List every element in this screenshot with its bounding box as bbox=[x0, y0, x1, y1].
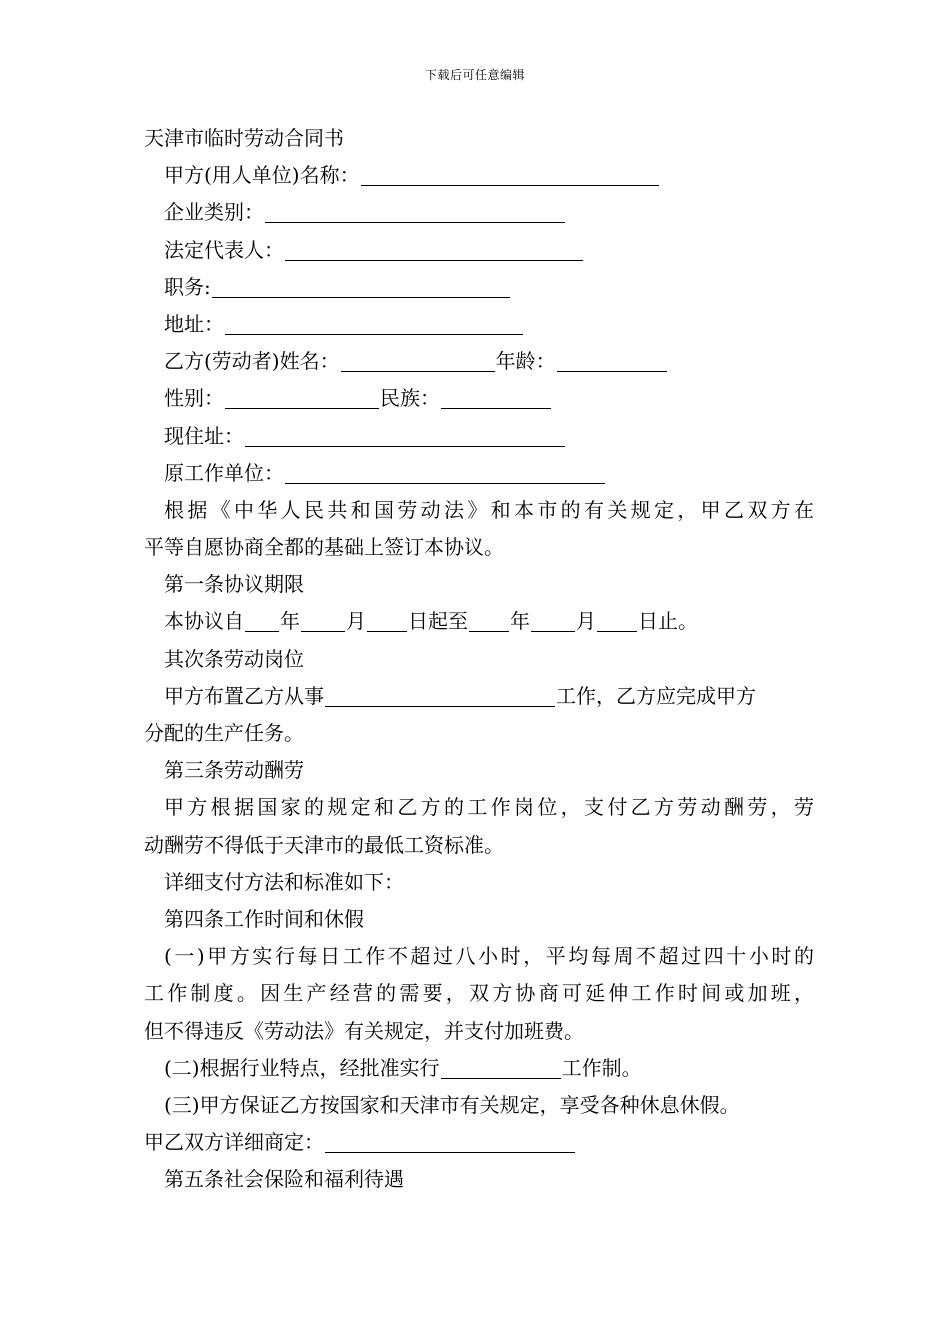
job-assignment-label: 甲方布置乙方从事 bbox=[164, 683, 324, 708]
article-2-title: 其次条劳动岗位 bbox=[164, 646, 304, 671]
end-day-blank bbox=[597, 609, 637, 632]
enterprise-type-blank bbox=[265, 200, 565, 223]
article-4-clause-3-line-1: (三)甲方保证乙方按国家和天津市有关规定，享受各种休息休假。 bbox=[164, 1092, 740, 1117]
position-row bbox=[144, 269, 814, 306]
address-blank bbox=[225, 312, 523, 335]
article-1-title: 第一条协议期限 bbox=[164, 572, 304, 597]
year-label: 年 bbox=[280, 609, 300, 634]
article-4-clause-2 bbox=[144, 1050, 814, 1087]
work-system-blank bbox=[441, 1056, 561, 1079]
article-5-title: 第五条社会保险和福利待遇 bbox=[164, 1167, 404, 1192]
job-blank bbox=[325, 684, 555, 707]
gender-row bbox=[144, 380, 814, 417]
day-from-label: 日起至 bbox=[408, 609, 468, 634]
current-address-row bbox=[144, 418, 814, 455]
article-4-title: 第四条工作时间和休假 bbox=[164, 906, 364, 931]
legal-rep-label: 法定代表人： bbox=[164, 237, 284, 262]
start-day-blank bbox=[367, 609, 407, 632]
start-month-blank bbox=[301, 609, 345, 632]
former-employer-blank bbox=[285, 461, 605, 484]
page-header-note: 下载后可任意编辑 bbox=[424, 68, 525, 82]
agreement-label: 甲乙双方详细商定： bbox=[144, 1130, 324, 1155]
age-label: 年龄： bbox=[495, 349, 556, 374]
job-assignment-tail: 工作，乙方应完成甲方 bbox=[556, 683, 756, 708]
contract-document bbox=[144, 120, 814, 1198]
current-address-label: 现住址： bbox=[164, 423, 244, 448]
agreement-blank bbox=[325, 1130, 575, 1153]
former-employer-row bbox=[144, 455, 814, 492]
party-b-name-blank bbox=[341, 349, 495, 372]
day-to-label: 日止。 bbox=[638, 609, 698, 634]
month-label: 月 bbox=[346, 609, 366, 634]
party-b-name-label: 乙方(劳动者)姓名： bbox=[164, 349, 340, 374]
article-4-clause-3-line-2 bbox=[144, 1124, 814, 1161]
month-label-2: 月 bbox=[576, 609, 596, 634]
intro-paragraph-line-1: 根据《中华人民共和国劳动法》和本市的有关规定，甲乙双方在 bbox=[164, 497, 814, 522]
position-label: 职务: bbox=[164, 274, 211, 299]
article-4-clause-1-line-3: 但不得违反《劳动法》有关规定，并支付加班费。 bbox=[144, 1018, 584, 1043]
start-year-blank bbox=[245, 609, 279, 632]
end-month-blank bbox=[531, 609, 575, 632]
party-b-name-row bbox=[144, 343, 814, 380]
article-4-clause-1-line-2: 工作制度。因生产经营的需要，双方协商可延伸工作时间或加班， bbox=[144, 981, 814, 1006]
ethnicity-label: 民族： bbox=[380, 386, 440, 411]
article-3-title: 第三条劳动酬劳 bbox=[164, 758, 304, 783]
party-a-name-blank bbox=[361, 163, 659, 186]
article-2-line-2: 分配的生产任务。 bbox=[144, 721, 304, 745]
article-1-term-row bbox=[144, 603, 814, 640]
term-from-label: 本协议自 bbox=[164, 609, 244, 634]
former-employer-label: 原工作单位： bbox=[164, 460, 284, 485]
enterprise-type-label: 企业类别： bbox=[164, 200, 264, 225]
address-label: 地址： bbox=[164, 311, 224, 336]
party-a-name-label: 甲方(用人单位)名称： bbox=[164, 163, 360, 188]
intro-paragraph-line-2: 平等自愿协商全都的基础上签订本协议。 bbox=[144, 535, 504, 560]
gender-blank bbox=[225, 386, 379, 409]
article-2-line-1 bbox=[144, 678, 814, 715]
enterprise-type-row bbox=[144, 194, 814, 231]
party-a-name-row bbox=[144, 157, 814, 194]
position-blank bbox=[212, 275, 510, 298]
ethnicity-blank bbox=[441, 386, 551, 409]
legal-rep-blank bbox=[285, 238, 583, 261]
work-system-tail: 工作制。 bbox=[561, 1055, 642, 1080]
article-3-line-3: 详细支付方法和标准如下： bbox=[164, 869, 404, 894]
legal-rep-row bbox=[144, 232, 814, 269]
end-year-blank bbox=[469, 609, 509, 632]
age-blank bbox=[557, 349, 667, 372]
article-3-line-1: 甲方根据国家的规定和乙方的工作岗位，支付乙方劳动酬劳，劳 bbox=[164, 795, 814, 820]
current-address-blank bbox=[245, 424, 565, 447]
article-3-line-2: 动酬劳不得低于天津市的最低工资标准。 bbox=[144, 832, 504, 857]
year-label-2: 年 bbox=[510, 609, 530, 634]
article-4-clause-1-line-1: (一)甲方实行每日工作不超过八小时，平均每周不超过四十小时的 bbox=[164, 944, 814, 969]
address-row bbox=[144, 306, 814, 343]
work-system-label: (二)根据行业特点，经批准实行 bbox=[164, 1055, 440, 1080]
gender-label: 性别： bbox=[164, 386, 224, 411]
document-title: 天津市临时劳动合同书 bbox=[144, 126, 344, 150]
